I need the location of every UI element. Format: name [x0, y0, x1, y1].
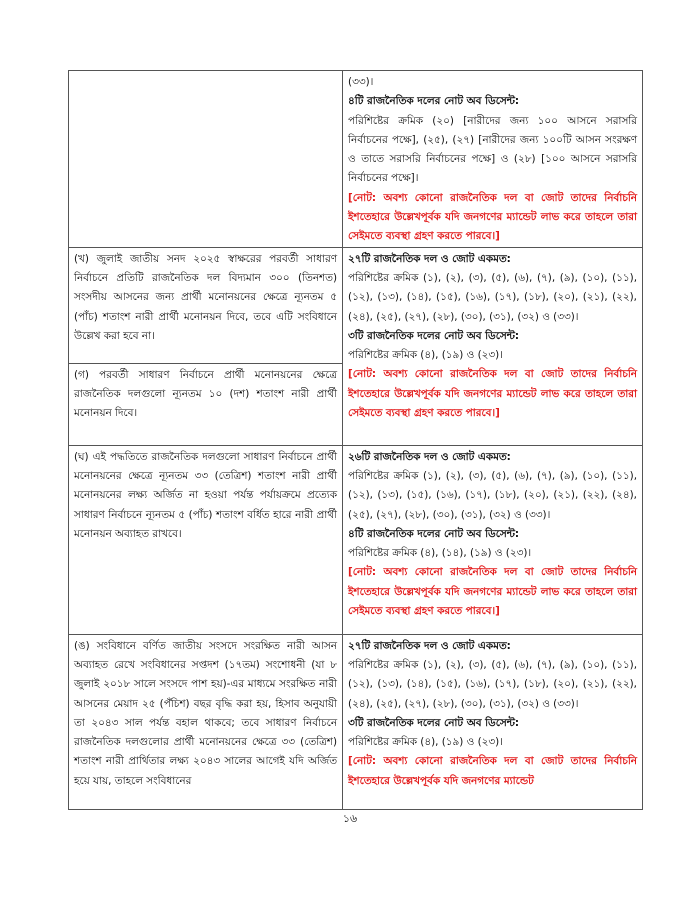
table-row: [69, 71, 643, 248]
opinion-cell: [343, 634, 643, 809]
note-text: [নোট: অবশ্য কোনো রাজনৈতিক দল বা জোট তাদের নির্বাচনি ইশতেহারে উল্লেখপূর্বক যদি জনগণের ম্যান্ডেট লাভ করে তাহলে তারা সেইমতে ব্যবস্থা গ্রহণ করতে পারবে।]: [348, 566, 637, 618]
opinion-cell: [343, 247, 643, 445]
proposal-text: (ঘ) এই পদ্ধতিতে রাজনৈতিক দলগুলো সাধারণ নির্বাচনে প্রার্থী মনোনয়নের ক্ষেত্রে ন্যূনতম ৩৩ (তেত্রিশ) শতাংশ নারী প্রার্থী মনোনয়নের লক্ষ্য অর্জিত না হওয়া পর্যন্ত পর্যায়ক্রমে প্রত্যেক সাধারণ নির্বাচনে ন্যূনতম ৫ (পাঁচ) শতাংশ বর্ধিত হারে নারী প্রার্থী মনোনয়ন অব্যাহত রাখবে।: [74, 450, 338, 540]
opinion-cell: [343, 445, 643, 634]
dissent-body: পরিশিষ্টের ক্রমিক (২০) [নারীদের জন্য ১০০ আসনে সরাসরি নির্বাচনের পক্ষে], (২৫), (২৭) [নারীদের জন্য ১০০টি আসন সংরক্ষণ ও তাতে সরাসরি নির্বাচনের পক্ষে] ও (২৮) [১০০ আসনে সরাসরি নির্বাচনের পক্ষে]।: [348, 114, 637, 185]
proposal-text: (গ) পরবর্তী সাধারণ নির্বাচনে প্রার্থী মনোনয়নের ক্ষেত্রে রাজনৈতিক দলগুলো ন্যূনতম ১০ (দশ) শতাংশ নারী প্রার্থী মনোনয়ন দিবে।: [74, 368, 338, 420]
consensus-heading: ২৬টি রাজনৈতিক দল ও জোট একমত:: [348, 450, 511, 463]
opinion-cell: [343, 71, 643, 248]
note-text: [নোট: অবশ্য কোনো রাজনৈতিক দল বা জোট তাদের নির্বাচনি ইশতেহারে উল্লেখপূর্বক যদি জনগণের ম্যান্ডেট: [348, 755, 637, 787]
proposal-text: (ঙ) সংবিধানে বর্ণিত জাতীয় সংসদে সংরক্ষিত নারী আসন অব্যাহত রেখে সংবিধানের সপ্তদশ (১৭তম) সংশোধনী (যা ৮ জুলাই ২০১৮ সালে সংসদে পাশ হয়)-এর মাধ্যমে সংরক্ষিত নারী আসনের মেয়াদ ২৫ (পঁচিশ) বছর বৃদ্ধি করা হয়, হিসাব অনুযায়ী তা ২০৪৩ সাল পর্যন্ত বহাল থাকবে; তবে সাধারণ নির্বাচনে রাজনৈতিক দলগুলোর প্রার্থী মনোনয়নের ক্ষেত্রে ৩৩ (তেত্রিশ) শতাংশ নারী প্রার্থিতার লক্ষ্য ২০৪৩ সালের আগেই যদি অর্জিত হয়ে যায়, তাহলে সংবিধানের: [74, 639, 338, 787]
proposal-text: (খ) জুলাই জাতীয় সনদ ২০২৫ স্বাক্ষরের পরবর্তী সাধারণ নির্বাচনে প্রতিটি রাজনৈতিক দল বিদ্যমান ৩০০ (তিনশত) সংসদীয় আসনের জন্য প্রার্থী মনোনয়নের ক্ষেত্রে ন্যূনতম ৫ (পাঁচ) শতাংশ নারী প্রার্থী মনোনয়ন দিবে, তবে এটি সংবিধানে উল্লেখ করা হবে না।: [74, 252, 338, 342]
dissent-heading: ৪টি রাজনৈতিক দলের নোট অব ডিসেন্ট:: [348, 527, 520, 540]
proposal-cell: [69, 71, 343, 248]
dissent-heading: ৩টি রাজনৈতিক দলের নোট অব ডিসেন্ট:: [348, 716, 520, 729]
dissent-body: পরিশিষ্টের ক্রমিক (৪), (১৪), (১৯) ও (২৩)।: [348, 547, 532, 560]
continued-text: (৩৩)।: [348, 76, 374, 88]
dissent-heading: ৩টি রাজনৈতিক দলের নোট অব ডিসেন্ট:: [348, 329, 520, 342]
consensus-heading: ২৭টি রাজনৈতিক দল ও জোট একমত:: [348, 252, 511, 265]
dissent-body: পরিশিষ্টের ক্রমিক (৪), (১৯) ও (২৩)।: [348, 736, 503, 749]
consensus-body: পরিশিষ্টের ক্রমিক (১), (২), (৩), (৫), (৬), (৭), (৯), (১০), (১১), (১২), (১৩), (১৫), (১৬), (১৭), (১৮), (২০), (২১), (২২), (২৪), (২৫), (২৭), (২৮), (৩০), (৩১), (৩২) ও (৩৩)।: [348, 469, 637, 521]
consensus-body: পরিশিষ্টের ক্রমিক (১), (২), (৩), (৫), (৬), (৭), (৯), (১০), (১১), (১২), (১৩), (১৪), (১৫), (১৬), (১৭), (১৮), (২০), (২১), (২২), (২৪), (২৫), (২৭), (২৮), (৩০), (৩১), (৩২) ও (৩৩)।: [348, 658, 637, 710]
dissent-body: পরিশিষ্টের ক্রমিক (৪), (১৯) ও (২৩)।: [348, 349, 503, 362]
note-text: [নোট: অবশ্য কোনো রাজনৈতিক দল বা জোট তাদের নির্বাচনি ইশতেহারে উল্লেখপূর্বক যদি জনগণের ম্যান্ডেট লাভ করে তাহলে তারা সেইমতে ব্যবস্থা গ্রহণ করতে পারবে।]: [348, 368, 637, 420]
proposal-cell-ga: [69, 363, 343, 445]
dissent-heading: ৪টি রাজনৈতিক দলের নোট অব ডিসেন্ট:: [348, 95, 520, 108]
proposal-cell-kha: [69, 247, 343, 363]
table-row: [69, 247, 643, 363]
table-row: [69, 634, 643, 809]
consensus-heading: ২৭টি রাজনৈতিক দল ও জোট একমত:: [348, 639, 511, 652]
note-text: [নোট: অবশ্য কোনো রাজনৈতিক দল বা জোট তাদের নির্বাচনি ইশতেহারে উল্লেখপূর্বক যদি জনগণের ম্যান্ডেট লাভ করে তাহলে তারা সেইমতে ব্যবস্থা গ্রহণ করতে পারবে।]: [348, 191, 637, 243]
proposal-cell-uma: [69, 634, 343, 809]
proposal-cell-gha: [69, 445, 343, 634]
table-row: [69, 445, 643, 634]
consensus-body: পরিশিষ্টের ক্রমিক (১), (২), (৩), (৫), (৬), (৭), (৯), (১০), (১১), (১২), (১৩), (১৪), (১৫), (১৬), (১৭), (১৮), (২০), (২১), (২২), (২৪), (২৫), (২৭), (২৮), (৩০), (৩১), (৩২) ও (৩৩)।: [348, 271, 637, 323]
page-number: ১৬: [342, 812, 358, 825]
proposal-table: [68, 70, 643, 810]
